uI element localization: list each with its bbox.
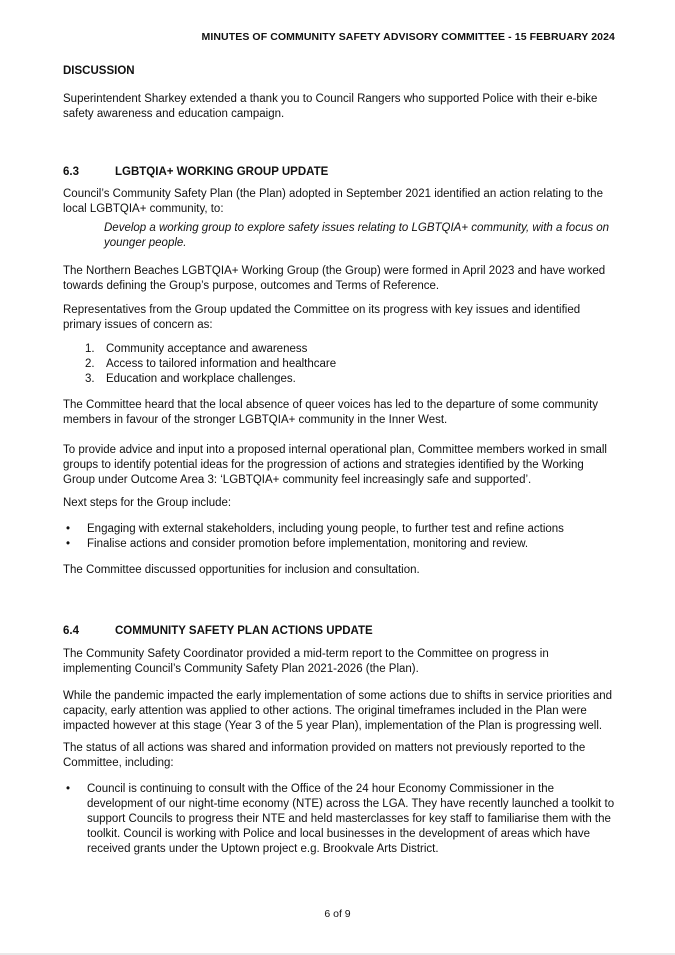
page-header: MINUTES OF COMMUNITY SAFETY ADVISORY COMMITTEE - 15 FEBRUARY 2024 (201, 31, 615, 43)
list-item (66, 537, 615, 552)
section-6-4-heading (63, 624, 615, 639)
section-6-3-paragraph-6: Next steps for the Group include: (63, 497, 232, 509)
list-item (66, 522, 615, 537)
section-6-3-paragraph-5: To provide advice and input into a proposed internal operational plan, Committee members worked in small groups to identify potential ideas for the progression of actions and strategies identified by the Working Group under Outcome Area 3: ‘LGBTQIA+ community feel increasingly safe and supported’. (63, 444, 607, 486)
section-6-4-paragraph-1: The Community Safety Coordinator provided a mid-term report to the Committee on progress in implementing Council’s Community Safety Plan 2021-2026 (the Plan). (63, 648, 549, 675)
section-6-3-numbered-list (63, 342, 615, 387)
list-item-text: Finalise actions and consider promotion before implementation, monitoring and review. (87, 538, 529, 550)
list-item-text: Education and workplace challenges. (106, 373, 296, 385)
page-number: 6 of 9 (324, 908, 351, 920)
list-item-text: Engaging with external stakeholders, including young people, to further test and refine actions (87, 523, 564, 535)
list-item (85, 342, 615, 357)
list-item-text: Community acceptance and awareness (106, 343, 308, 355)
section-6-3-number: 6.3 (63, 166, 79, 178)
section-6-3-paragraph-1: Council’s Community Safety Plan (the Plan) adopted in September 2021 identified an action relating to the local LGBTQIA+ community, to: (63, 188, 603, 215)
list-item-number: 3. (85, 373, 95, 385)
section-6-3-paragraph-4: The Committee heard that the local absence of queer voices has led to the departure of some community members in favour of the stronger LGBTQIA+ community in the Inner West. (63, 399, 599, 426)
section-6-3-bullet-list (63, 522, 615, 552)
section-6-3-paragraph-3: Representatives from the Group updated the Committee on its progress with key issues and identified primary issues of concern as: (63, 304, 581, 331)
section-6-4-paragraph-2: While the pandemic impacted the early implementation of some actions due to shifts in service priorities and capacity, early attention was applied to other actions. The original timeframes included in the Plan were impacted however at this stage (Year 3 of the 5 year Plan), implementation of the Plan is progressing well. (63, 690, 613, 732)
list-item (85, 372, 615, 387)
list-item-number: 2. (85, 358, 95, 370)
section-6-3-heading (63, 165, 615, 180)
document-body (63, 64, 615, 868)
bullet-icon: • (66, 783, 71, 795)
list-item-number: 1. (85, 343, 95, 355)
list-item-text: Council is continuing to consult with the Office of the 24 hour Economy Commissioner in the development of our night-time economy (NTE) across the LGA. They have recently launched a toolkit to support Councils to progress their NTE and held masterclasses for key staff to familiarise them with the toolkit. Council is working with Police and local businesses in the development of areas which have received grants under the Uptown project e.g. Brookvale Arts District. (87, 783, 615, 855)
section-6-4-title: COMMUNITY SAFETY PLAN ACTIONS UPDATE (115, 625, 373, 637)
list-item-text: Access to tailored information and healthcare (106, 358, 337, 370)
section-6-3-title: LGBTQIA+ WORKING GROUP UPDATE (115, 166, 329, 178)
bullet-icon: • (66, 538, 71, 550)
section-6-4-paragraph-3: The status of all actions was shared and information provided on matters not previously reported to the Committee, including: (63, 742, 586, 769)
section-6-3-paragraph-7: The Committee discussed opportunities for inclusion and consultation. (63, 564, 420, 576)
section-6-4-number: 6.4 (63, 625, 79, 637)
list-item (85, 357, 615, 372)
section-6-4-bullet-list (63, 782, 615, 857)
section-6-3-paragraph-2: The Northern Beaches LGBTQIA+ Working Group (the Group) were formed in April 2023 and have worked towards defining the Group’s purpose, outcomes and Terms of Reference. (63, 265, 606, 292)
bullet-icon: • (66, 523, 71, 535)
section-6-3-quote: Develop a working group to explore safety issues relating to LGBTQIA+ community, with a focus on younger people. (104, 222, 610, 249)
discussion-paragraph: Superintendent Sharkey extended a thank you to Council Rangers who supported Police with their e-bike safety awareness and education campaign. (63, 93, 598, 120)
list-item (66, 782, 615, 857)
discussion-heading: DISCUSSION (63, 65, 135, 77)
